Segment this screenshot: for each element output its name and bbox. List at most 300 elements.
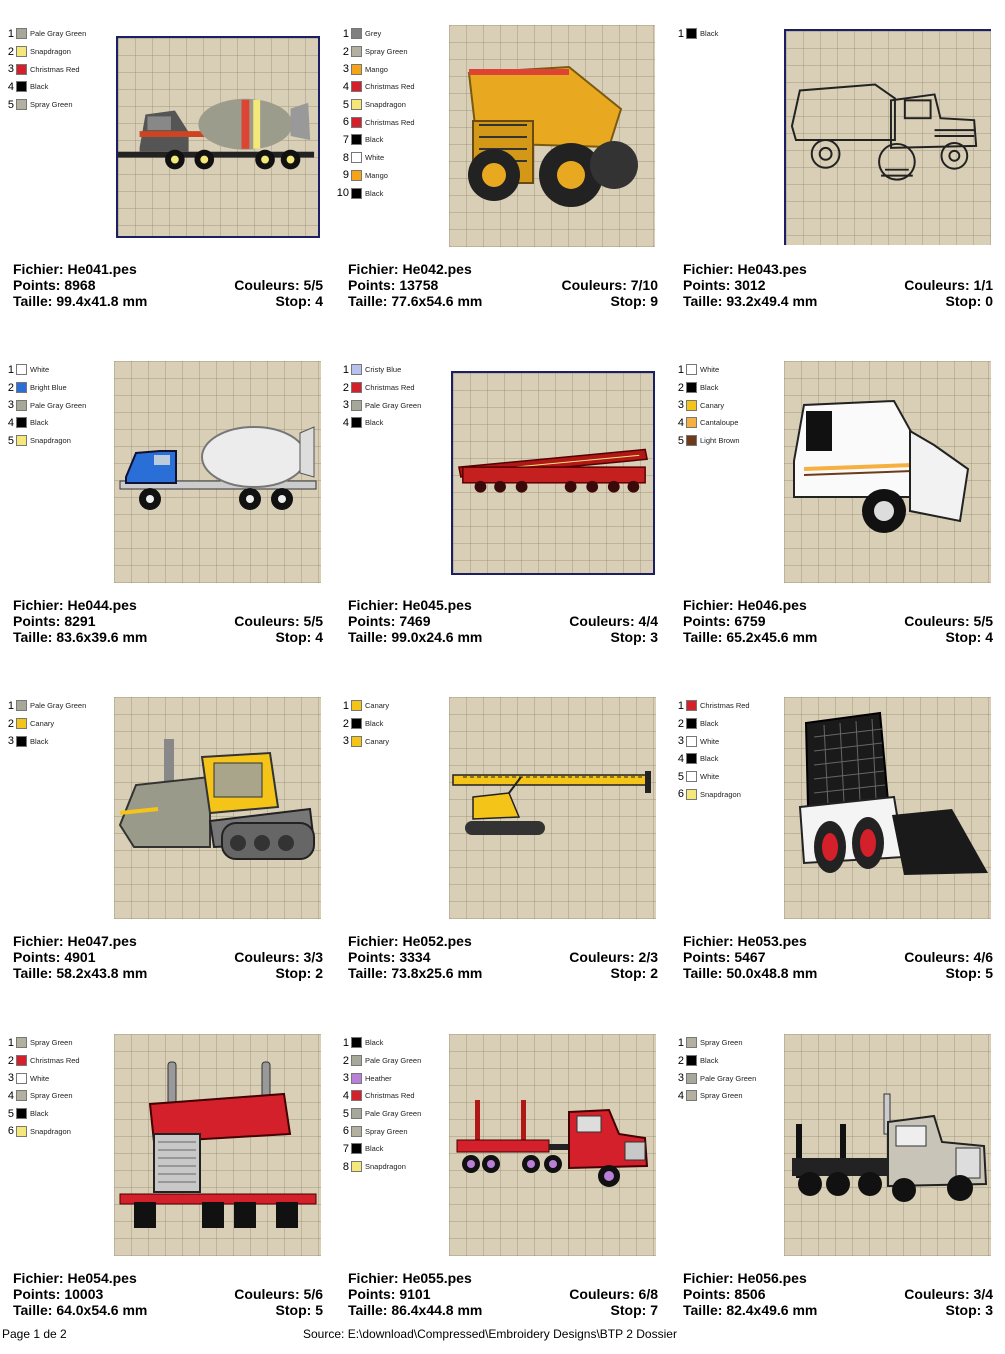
thread-color-chip [351,1037,362,1048]
vehicle-dump-truck [449,25,655,247]
thread-name: Pale Gray Green [30,29,87,39]
design-info [683,597,993,645]
design-card [670,1034,1000,1354]
thread-list [335,1034,445,1176]
thread-list [335,361,445,432]
design-info [13,1270,323,1318]
thread-name: White [700,365,720,375]
design-size: Taille: 99.0x24.6 mm [348,629,483,645]
thread-list [670,361,780,449]
thread-index: 5 [7,98,14,111]
stops-count: Stop: 4 [275,293,323,309]
thread-index: 2 [7,381,14,394]
thread-color-chip [351,1055,362,1066]
thread-index: 1 [7,27,14,40]
thread-swatch [0,1105,110,1123]
thread-swatch [670,1087,780,1105]
thread-index: 3 [342,399,349,412]
thread-name: Snapdragon [30,47,71,57]
thread-name: Christmas Red [700,701,750,711]
thread-swatch [335,1087,445,1105]
colors-count: Couleurs: 4/4 [569,613,658,629]
thread-name: Black [30,82,49,92]
thread-swatch [335,414,445,432]
file-name: Fichier: He052.pes [348,933,472,949]
thread-name: Spray Green [700,1091,743,1101]
thread-color-chip [16,382,27,393]
design-card [335,1034,665,1354]
thread-color-chip [686,718,697,729]
thread-swatch [670,750,780,768]
thread-list [0,25,110,113]
thread-index: 1 [342,1036,349,1049]
thread-index: 5 [677,770,684,783]
thread-color-chip [351,736,362,747]
thread-index: 2 [677,1054,684,1067]
design-info [13,261,323,309]
thread-index: 1 [342,699,349,712]
thread-index: 8 [342,151,349,164]
thread-name: Christmas Red [30,1056,80,1066]
thread-swatch [0,1052,110,1070]
points-count: Points: 9101 [348,1286,431,1302]
embroidery-preview [449,1034,656,1256]
thread-swatch [0,78,110,96]
embroidery-preview [449,25,655,247]
thread-swatch [670,785,780,803]
thread-color-chip [686,1037,697,1048]
thread-name: Light Brown [700,436,740,446]
thread-color-chip [351,170,362,181]
thread-swatch [0,60,110,78]
thread-index: 1 [7,699,14,712]
thread-name: White [700,736,720,746]
thread-index: 3 [342,735,349,748]
thread-color-chip [16,435,27,446]
design-info [13,597,323,645]
design-info [348,597,658,645]
thread-index: 3 [342,63,349,76]
thread-swatch [670,25,780,43]
thread-name: Canary [365,736,390,746]
thread-index: 2 [7,717,14,730]
thread-index: 6 [7,1125,14,1138]
source-path: Source: E:\download\Compressed\Embroidery Designs\BTP 2 Dossier [303,1327,677,1341]
thread-color-chip [686,753,697,764]
thread-index: 4 [7,80,14,93]
design-size: Taille: 83.6x39.6 mm [13,629,148,645]
thread-name: Pale Gray Green [365,1109,422,1119]
thread-swatch [335,78,445,96]
thread-name: Snapdragon [700,789,741,799]
stops-count: Stop: 0 [945,293,993,309]
thread-name: Christmas Red [30,64,80,74]
thread-name: Black [700,719,719,729]
stops-count: Stop: 3 [610,629,658,645]
thread-swatch [670,715,780,733]
stops-count: Stop: 5 [275,1302,323,1318]
thread-name: Black [700,29,719,39]
colors-count: Couleurs: 5/6 [234,1286,323,1302]
colors-count: Couleurs: 5/5 [234,613,323,629]
colors-count: Couleurs: 5/5 [234,277,323,293]
stops-count: Stop: 4 [275,629,323,645]
thread-index: 1 [7,1036,14,1049]
thread-color-chip [16,1126,27,1137]
points-count: Points: 13758 [348,277,439,293]
thread-color-chip [16,1073,27,1084]
design-size: Taille: 77.6x54.6 mm [348,293,483,309]
design-size: Taille: 65.2x45.6 mm [683,629,818,645]
thread-swatch [670,768,780,786]
design-info [13,933,323,981]
thread-name: Spray Green [700,1038,743,1048]
thread-color-chip [351,700,362,711]
thread-list [0,1034,110,1140]
design-card [670,361,1000,681]
thread-swatch [0,1087,110,1105]
design-info [348,933,658,981]
thread-index: 3 [677,735,684,748]
thread-color-chip [351,1090,362,1101]
thread-color-chip [351,382,362,393]
stops-count: Stop: 2 [275,965,323,981]
thread-name: Christmas Red [365,383,415,393]
thread-name: Christmas Red [365,1091,415,1101]
colors-count: Couleurs: 6/8 [569,1286,658,1302]
colors-count: Couleurs: 3/3 [234,949,323,965]
thread-color-chip [16,400,27,411]
thread-swatch [670,361,780,379]
colors-count: Couleurs: 1/1 [904,277,993,293]
thread-name: Pale Gray Green [365,1056,422,1066]
thread-name: Pale Gray Green [700,1073,757,1083]
design-card [0,1034,330,1354]
stops-count: Stop: 7 [610,1302,658,1318]
thread-name: Spray Green [365,47,408,57]
thread-index: 5 [7,434,14,447]
design-size: Taille: 58.2x43.8 mm [13,965,148,981]
thread-name: Canary [30,719,55,729]
vehicle-crawler-tractor [114,697,321,919]
thread-name: Black [30,736,49,746]
stops-count: Stop: 5 [945,965,993,981]
thread-name: White [30,1073,50,1083]
thread-color-chip [16,736,27,747]
points-count: Points: 8291 [13,613,96,629]
thread-color-chip [16,1090,27,1101]
thread-index: 2 [342,717,349,730]
thread-index: 1 [342,27,349,40]
vehicle-cement-mixer-blue [114,361,321,583]
vehicle-mobile-crane [453,373,653,573]
thread-color-chip [686,417,697,428]
thread-index: 4 [677,416,684,429]
file-name: Fichier: He046.pes [683,597,807,613]
thread-color-chip [16,46,27,57]
design-size: Taille: 93.2x49.4 mm [683,293,818,309]
thread-color-chip [351,1161,362,1172]
thread-color-chip [16,718,27,729]
vehicle-street-sweeper [786,31,991,245]
thread-color-chip [16,1108,27,1119]
vehicle-snow-plow [784,361,991,583]
thread-color-chip [351,28,362,39]
embroidery-preview [116,36,320,238]
thread-index: 10 [336,187,349,200]
thread-index: 1 [342,363,349,376]
colors-count: Couleurs: 2/3 [569,949,658,965]
thread-color-chip [686,1090,697,1101]
thread-swatch [0,414,110,432]
page-number: Page 1 de 2 [2,1327,67,1341]
file-name: Fichier: He041.pes [13,261,137,277]
thread-swatch [335,149,445,167]
thread-index: 9 [342,169,349,182]
embroidery-preview [784,697,991,919]
thread-list [335,25,445,202]
thread-swatch [670,697,780,715]
thread-swatch [670,396,780,414]
thread-index: 2 [7,1054,14,1067]
thread-color-chip [351,718,362,729]
thread-name: Black [700,754,719,764]
thread-swatch [670,432,780,450]
design-info [348,261,658,309]
thread-index: 2 [677,717,684,730]
thread-name: Black [30,418,49,428]
file-name: Fichier: He043.pes [683,261,807,277]
thread-name: Snapdragon [30,436,71,446]
thread-swatch [670,1034,780,1052]
embroidery-preview [451,371,655,575]
thread-list [670,25,780,43]
thread-swatch [335,184,445,202]
points-count: Points: 6759 [683,613,766,629]
thread-index: 4 [677,752,684,765]
thread-swatch [0,732,110,750]
thread-color-chip [686,736,697,747]
thread-color-chip [686,435,697,446]
thread-swatch [670,379,780,397]
thread-index: 4 [342,80,349,93]
thread-name: Pale Gray Green [365,400,422,410]
thread-index: 4 [677,1089,684,1102]
thread-index: 5 [7,1107,14,1120]
thread-index: 3 [7,63,14,76]
design-card [670,697,1000,1017]
stops-count: Stop: 3 [945,1302,993,1318]
thread-index: 5 [677,434,684,447]
thread-list [670,697,780,803]
stops-count: Stop: 9 [610,293,658,309]
thread-color-chip [351,1126,362,1137]
design-info [348,1270,658,1318]
thread-name: Mango [365,64,388,74]
thread-name: Black [365,1144,384,1154]
thread-index: 3 [677,1072,684,1085]
thread-color-chip [351,64,362,75]
thread-index: 1 [677,1036,684,1049]
thread-swatch [335,60,445,78]
thread-index: 7 [342,1142,349,1155]
thread-color-chip [16,1055,27,1066]
thread-color-chip [16,81,27,92]
design-info [683,933,993,981]
thread-color-chip [16,417,27,428]
thread-index: 5 [342,1107,349,1120]
thread-color-chip [351,1073,362,1084]
thread-color-chip [351,46,362,57]
design-card [335,25,665,345]
thread-name: Snapdragon [30,1126,71,1136]
thread-color-chip [351,1143,362,1154]
thread-color-chip [351,81,362,92]
file-name: Fichier: He047.pes [13,933,137,949]
thread-index: 1 [677,27,684,40]
thread-name: Spray Green [30,1038,73,1048]
thread-swatch [0,96,110,114]
thread-name: Pale Gray Green [30,701,87,711]
thread-swatch [335,113,445,131]
thread-swatch [670,1052,780,1070]
thread-swatch [335,1069,445,1087]
thread-name: Grey [365,29,382,39]
thread-name: Christmas Red [365,82,415,92]
thread-swatch [335,1105,445,1123]
thread-color-chip [351,364,362,375]
design-size: Taille: 86.4x44.8 mm [348,1302,483,1318]
thread-color-chip [686,1073,697,1084]
thread-color-chip [686,771,697,782]
thread-name: Cristy Blue [365,365,402,375]
thread-swatch [670,414,780,432]
file-name: Fichier: He042.pes [348,261,472,277]
thread-index: 6 [342,1125,349,1138]
points-count: Points: 5467 [683,949,766,965]
vehicle-log-truck-red [449,1034,656,1256]
vehicle-skid-steer [784,697,991,919]
points-count: Points: 3012 [683,277,766,293]
design-card [335,361,665,681]
embroidery-preview [449,697,656,919]
points-count: Points: 4901 [13,949,96,965]
thread-name: Heather [365,1073,392,1083]
thread-swatch [335,25,445,43]
thread-index: 3 [677,399,684,412]
stops-count: Stop: 2 [610,965,658,981]
design-size: Taille: 73.8x25.6 mm [348,965,483,981]
thread-color-chip [351,417,362,428]
thread-index: 2 [677,381,684,394]
thread-color-chip [16,700,27,711]
points-count: Points: 7469 [348,613,431,629]
thread-name: Spray Green [30,1091,73,1101]
thread-swatch [335,1158,445,1176]
vehicle-log-truck-front [114,1034,321,1256]
thread-color-chip [16,1037,27,1048]
embroidery-preview [784,1034,991,1256]
thread-index: 4 [342,416,349,429]
thread-swatch [0,697,110,715]
thread-name: Spray Green [30,100,73,110]
design-info [683,261,993,309]
thread-index: 2 [7,45,14,58]
thread-index: 1 [677,363,684,376]
points-count: Points: 8968 [13,277,96,293]
thread-index: 2 [342,45,349,58]
thread-color-chip [16,64,27,75]
thread-index: 8 [342,1160,349,1173]
thread-swatch [335,96,445,114]
colors-count: Couleurs: 7/10 [561,277,658,293]
thread-swatch [335,361,445,379]
design-size: Taille: 64.0x54.6 mm [13,1302,148,1318]
thread-color-chip [351,99,362,110]
thread-list [335,697,445,750]
thread-swatch [335,131,445,149]
thread-index: 3 [7,399,14,412]
thread-index: 7 [342,133,349,146]
thread-color-chip [16,364,27,375]
thread-swatch [0,379,110,397]
thread-color-chip [16,28,27,39]
thread-color-chip [686,382,697,393]
thread-name: White [30,365,50,375]
thread-name: White [365,153,385,163]
vehicle-cement-mixer [118,38,318,236]
thread-swatch [0,396,110,414]
thread-swatch [0,1034,110,1052]
thread-index: 3 [342,1072,349,1085]
thread-swatch [335,1052,445,1070]
thread-color-chip [351,400,362,411]
thread-swatch [670,1069,780,1087]
thread-color-chip [686,789,697,800]
thread-index: 5 [342,98,349,111]
design-card [0,25,330,345]
file-name: Fichier: He054.pes [13,1270,137,1286]
thread-index: 1 [677,699,684,712]
thread-color-chip [351,152,362,163]
thread-color-chip [686,700,697,711]
design-card [670,25,1000,345]
thread-index: 3 [7,735,14,748]
thread-swatch [335,379,445,397]
thread-swatch [670,732,780,750]
file-name: Fichier: He056.pes [683,1270,807,1286]
thread-index: 4 [342,1089,349,1102]
thread-name: Black [365,1038,384,1048]
thread-index: 4 [7,1089,14,1102]
design-card [335,697,665,1017]
stops-count: Stop: 4 [945,629,993,645]
thread-swatch [0,25,110,43]
thread-list [0,697,110,750]
colors-count: Couleurs: 3/4 [904,1286,993,1302]
thread-swatch [335,167,445,185]
thread-swatch [0,361,110,379]
thread-name: Black [365,418,384,428]
embroidery-preview [114,1034,321,1256]
thread-name: Black [700,383,719,393]
file-name: Fichier: He044.pes [13,597,137,613]
thread-name: Black [30,1109,49,1119]
file-name: Fichier: He055.pes [348,1270,472,1286]
vehicle-crawler-crane [449,697,656,919]
design-card [0,697,330,1017]
points-count: Points: 10003 [13,1286,104,1302]
